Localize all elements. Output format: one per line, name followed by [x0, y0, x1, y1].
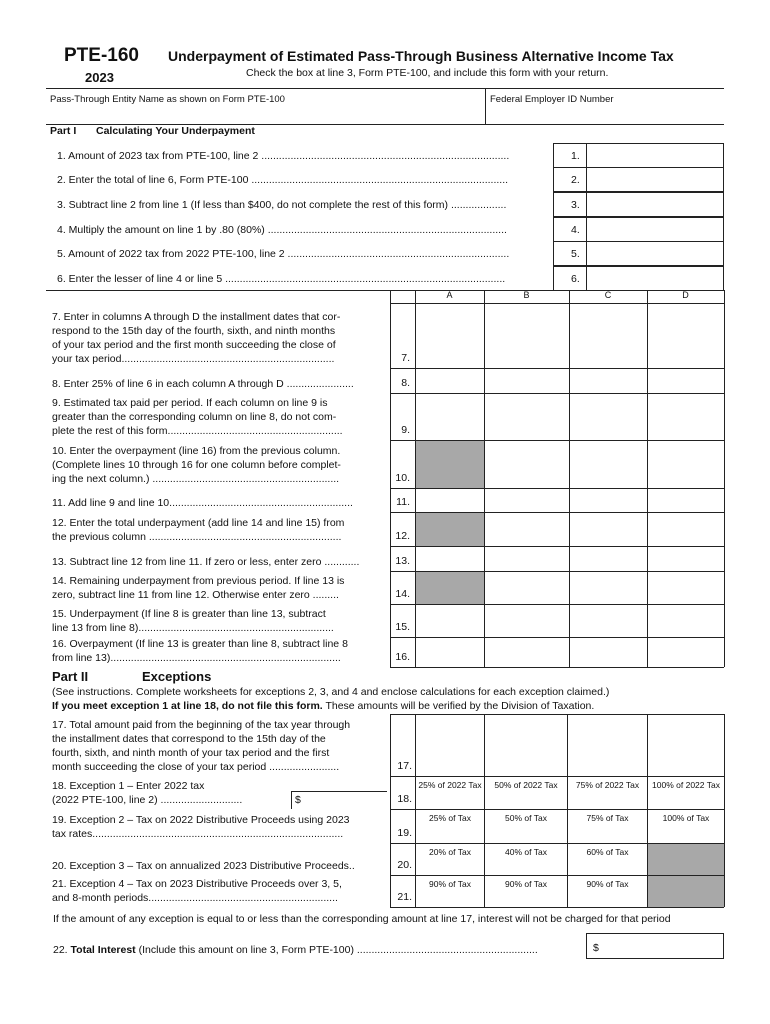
- line10-col-b[interactable]: [485, 441, 569, 488]
- part1-line4-num: 4.: [571, 224, 580, 236]
- part1-line6-field[interactable]: [553, 266, 724, 291]
- line10-label: 10. Enter the overpayment (line 16) from the previous column. (Complete lines 10 through 16 for one column before complet- ing the next column.) ................................................................: [52, 445, 341, 485]
- form-id: PTE-160: [64, 45, 139, 66]
- fein-label: Federal Employer ID Number: [490, 94, 614, 105]
- line7-col-c[interactable]: [570, 304, 647, 368]
- part1-line4-field[interactable]: [553, 217, 724, 242]
- part1-line4-label: 4. Multiply the amount on line 1 by .80 (80%) ..................................................................................: [57, 224, 507, 236]
- entity-name-field[interactable]: [48, 106, 482, 122]
- line15-col-b[interactable]: [485, 605, 569, 637]
- column-header-b: B: [523, 290, 530, 300]
- line11-col-c[interactable]: [570, 489, 647, 512]
- form-year: 2023: [85, 70, 114, 85]
- line19-pct-c: 75% of Tax: [586, 813, 629, 823]
- line14-col-d[interactable]: [648, 572, 724, 604]
- line8-col-b[interactable]: [485, 369, 569, 393]
- line21-pct-c: 90% of Tax: [586, 879, 629, 889]
- line18-pct-c: 75% of 2022 Tax: [575, 780, 640, 790]
- line17-col-a[interactable]: [416, 715, 484, 776]
- line20-col-b[interactable]: [485, 844, 567, 875]
- line17-label: 17. Total amount paid from the beginning of the tax year through the installment dates that correspond to the 15th day of the fourth, sixth, and ninth month of your tax period and the first month succeeding the close of your tax period ........................: [52, 719, 351, 773]
- line19-label: 19. Exception 2 – Tax on 2022 Distributive Proceeds using 2023 tax rates......................................................................................: [52, 814, 350, 840]
- part1-line5-label: 5. Amount of 2022 tax from 2022 PTE-100, line 2 ............................................................................: [57, 248, 510, 260]
- part1-title: Calculating Your Underpayment: [96, 125, 255, 137]
- line8-num: 8.: [401, 377, 410, 389]
- part1-line5-num: 5.: [571, 248, 580, 260]
- line22-num: 22.: [53, 944, 68, 956]
- column-header-d: D: [682, 290, 689, 300]
- part1-line3-num: 3.: [571, 199, 580, 211]
- line21-col-b[interactable]: [485, 876, 567, 907]
- line13-num: 13.: [395, 555, 410, 567]
- part2-warning-rest: These amounts will be verified by the Division of Taxation.: [322, 700, 595, 712]
- line17-col-d[interactable]: [648, 715, 724, 776]
- part1-line6-label: 6. Enter the lesser of line 4 or line 5 ................................................................................................: [57, 273, 506, 285]
- line12-col-d[interactable]: [648, 513, 724, 546]
- line16-num: 16.: [395, 651, 410, 663]
- line22-label: [53, 944, 538, 956]
- line18-pct-d: 100% of 2022 Tax: [652, 780, 720, 790]
- line22-dollar: $: [593, 942, 599, 954]
- part2-instructions: (See instructions. Complete worksheets for exceptions 2, 3, and 4 and enclose calculations for each exception claimed.): [52, 686, 610, 698]
- line18-col-b[interactable]: [485, 777, 567, 809]
- line21-label: 21. Exception 4 – Tax on 2023 Distributive Proceeds over 3, 5, and 8-month periods.................................................................: [52, 878, 342, 904]
- line7-col-d[interactable]: [648, 304, 724, 368]
- part1-label: Part I: [50, 125, 77, 137]
- line11-col-b[interactable]: [485, 489, 569, 512]
- part2-warning-bold: If you meet exception 1 at line 18, do not file this form.: [52, 700, 323, 712]
- part1-line2-num: 2.: [571, 174, 580, 186]
- line15-num: 15.: [395, 621, 410, 633]
- line8-col-d[interactable]: [648, 369, 724, 393]
- line10-col-a: [416, 441, 484, 488]
- exception1-dollar: $: [295, 794, 301, 806]
- line16-col-d[interactable]: [648, 638, 724, 667]
- line19-col-a[interactable]: [416, 810, 484, 843]
- line16-col-c[interactable]: [570, 638, 647, 667]
- line19-col-c[interactable]: [568, 810, 647, 843]
- line7-col-a[interactable]: [416, 304, 484, 368]
- part1-line3-label: 3. Subtract line 2 from line 1 (If less than $400, do not complete the rest of this form) ...................: [57, 199, 507, 211]
- line19-col-d[interactable]: [648, 810, 724, 843]
- line19-pct-d: 100% of Tax: [662, 813, 710, 823]
- line8-col-a[interactable]: [416, 369, 484, 393]
- line19-col-b[interactable]: [485, 810, 567, 843]
- exception1-2022-tax-field[interactable]: [291, 791, 387, 809]
- part1-line3-field[interactable]: [553, 192, 724, 217]
- line22-bold: Total Interest: [70, 944, 136, 956]
- line21-col-d: [648, 876, 724, 907]
- line15-col-a[interactable]: [416, 605, 484, 637]
- line13-col-d[interactable]: [648, 547, 724, 571]
- line18-pct-a: 25% of 2022 Tax: [418, 780, 482, 790]
- line12-col-b[interactable]: [485, 513, 569, 546]
- line8-col-c[interactable]: [570, 369, 647, 393]
- line18-col-d[interactable]: [648, 777, 724, 809]
- line22-rest: (Include this amount on line 3, Form PTE-100) ..............................................................: [135, 944, 538, 956]
- line9-label: 9. Estimated tax paid per period. If each column on line 9 is greater than the corresponding column on line 8, do not com- plete the rest of this form............................................................: [52, 397, 343, 437]
- line22-amount-field[interactable]: [586, 933, 724, 959]
- line9-col-c[interactable]: [570, 394, 647, 440]
- part1-line1-label: 1. Amount of 2023 tax from PTE-100, line 2 .....................................................................................: [57, 150, 510, 162]
- line12-num: 12.: [395, 530, 410, 542]
- line11-num: 11.: [396, 496, 410, 508]
- line15-col-c[interactable]: [570, 605, 647, 637]
- line21-col-c[interactable]: [568, 876, 647, 907]
- part2-label: Part II: [52, 669, 89, 684]
- part1-line6-num: 6.: [571, 273, 580, 285]
- exceptions-note: If the amount of any exception is equal to or less than the corresponding amount at line 17, interest will not be charged for that period: [53, 913, 671, 925]
- line19-num: 19.: [397, 827, 412, 839]
- line16-col-b[interactable]: [485, 638, 569, 667]
- line14-col-a: [416, 572, 484, 604]
- line14-col-b[interactable]: [485, 572, 569, 604]
- line17-col-b[interactable]: [485, 715, 567, 776]
- line20-col-c[interactable]: [568, 844, 647, 875]
- line21-col-a[interactable]: [416, 876, 484, 907]
- line21-pct-a: 90% of Tax: [429, 879, 471, 889]
- line18-num: 18.: [397, 793, 412, 805]
- line13-col-a[interactable]: [416, 547, 484, 571]
- line14-label: 14. Remaining underpayment from previous period. If line 13 is zero, subtract line 11 from line 12. Otherwise enter zero .........: [52, 575, 345, 601]
- line18-col-c[interactable]: [568, 777, 647, 809]
- entity-name-label: Pass-Through Entity Name as shown on Form PTE-100: [50, 94, 285, 105]
- line7-col-b[interactable]: [485, 304, 569, 368]
- line20-pct-a: 20% of Tax: [429, 847, 471, 857]
- line18-label: 18. Exception 1 – Enter 2022 tax (2022 PTE-100, line 2) ............................: [52, 780, 243, 806]
- line20-pct-c: 60% of Tax: [586, 847, 629, 857]
- part1-line1-num: 1.: [571, 150, 580, 162]
- part1-line2-label: 2. Enter the total of line 6, Form PTE-100 ........................................................................................: [57, 174, 509, 186]
- part1-line5-field[interactable]: [553, 241, 724, 266]
- line20-pct-b: 40% of Tax: [505, 847, 547, 857]
- line17-col-c[interactable]: [568, 715, 647, 776]
- line17-num: 17.: [397, 760, 412, 772]
- line15-col-d[interactable]: [648, 605, 724, 637]
- line8-label: 8. Enter 25% of line 6 in each column A through D .......................: [52, 378, 354, 390]
- line13-col-b[interactable]: [485, 547, 569, 571]
- part1-line1-field[interactable]: [553, 143, 724, 168]
- line20-col-d: [648, 844, 724, 875]
- line10-col-c[interactable]: [570, 441, 647, 488]
- line21-pct-b: 90% of Tax: [505, 879, 547, 889]
- column-header-c: C: [604, 290, 612, 300]
- line11-col-a[interactable]: [416, 489, 484, 512]
- line20-label: 20. Exception 3 – Tax on annualized 2023 Distributive Proceeds..: [52, 860, 355, 872]
- line9-num: 9.: [401, 424, 410, 436]
- line18-pct-b: 50% of 2022 Tax: [494, 780, 558, 790]
- line11-label: 11. Add line 9 and line 10...............................................................: [52, 497, 353, 509]
- fein-field[interactable]: [488, 106, 722, 122]
- line14-num: 14.: [395, 588, 410, 600]
- form-instruction: Check the box at line 3, Form PTE-100, and include this form with your return.: [246, 67, 609, 79]
- line21-num: 21.: [397, 891, 412, 903]
- line13-label: 13. Subtract line 12 from line 11. If zero or less, enter zero ............: [52, 556, 360, 568]
- line12-label: 12. Enter the total underpayment (add line 14 and line 15) from the previous column ..................................................................: [52, 517, 345, 543]
- line9-col-d[interactable]: [648, 394, 724, 440]
- line15-label: 15. Underpayment (If line 8 is greater than line 13, subtract line 13 from line 8)...................................................................: [52, 608, 334, 634]
- part2-title: Exceptions: [142, 669, 212, 684]
- form-title: Underpayment of Estimated Pass-Through Business Alternative Income Tax: [168, 48, 674, 64]
- part2-warning: [52, 700, 594, 712]
- line16-col-a[interactable]: [416, 638, 484, 667]
- line12-col-a: [416, 513, 484, 546]
- column-header-a: A: [446, 290, 453, 300]
- line19-pct-a: 25% of Tax: [429, 813, 471, 823]
- line19-pct-b: 50% of Tax: [505, 813, 547, 823]
- line13-col-c[interactable]: [570, 547, 647, 571]
- line7-num: 7.: [401, 352, 410, 364]
- line9-col-b[interactable]: [485, 394, 569, 440]
- line16-label: 16. Overpayment (If line 13 is greater than line 8, subtract line 8 from line 13)...............................................................................: [52, 638, 348, 664]
- line7-label: 7. Enter in columns A through D the installment dates that cor- respond to the 15th day of the fourth, sixth, and ninth months of your tax period and the first month succeeding the close of your tax period.........................................................................: [52, 311, 341, 365]
- line12-col-c[interactable]: [570, 513, 647, 546]
- line14-col-c[interactable]: [570, 572, 647, 604]
- line20-num: 20.: [397, 859, 412, 871]
- line9-col-a[interactable]: [416, 394, 484, 440]
- part1-line2-field[interactable]: [553, 167, 724, 192]
- line18-col-a[interactable]: [416, 777, 484, 809]
- line10-col-d[interactable]: [648, 441, 724, 488]
- line10-num: 10.: [395, 472, 410, 484]
- line20-col-a[interactable]: [416, 844, 484, 875]
- line11-col-d[interactable]: [648, 489, 724, 512]
